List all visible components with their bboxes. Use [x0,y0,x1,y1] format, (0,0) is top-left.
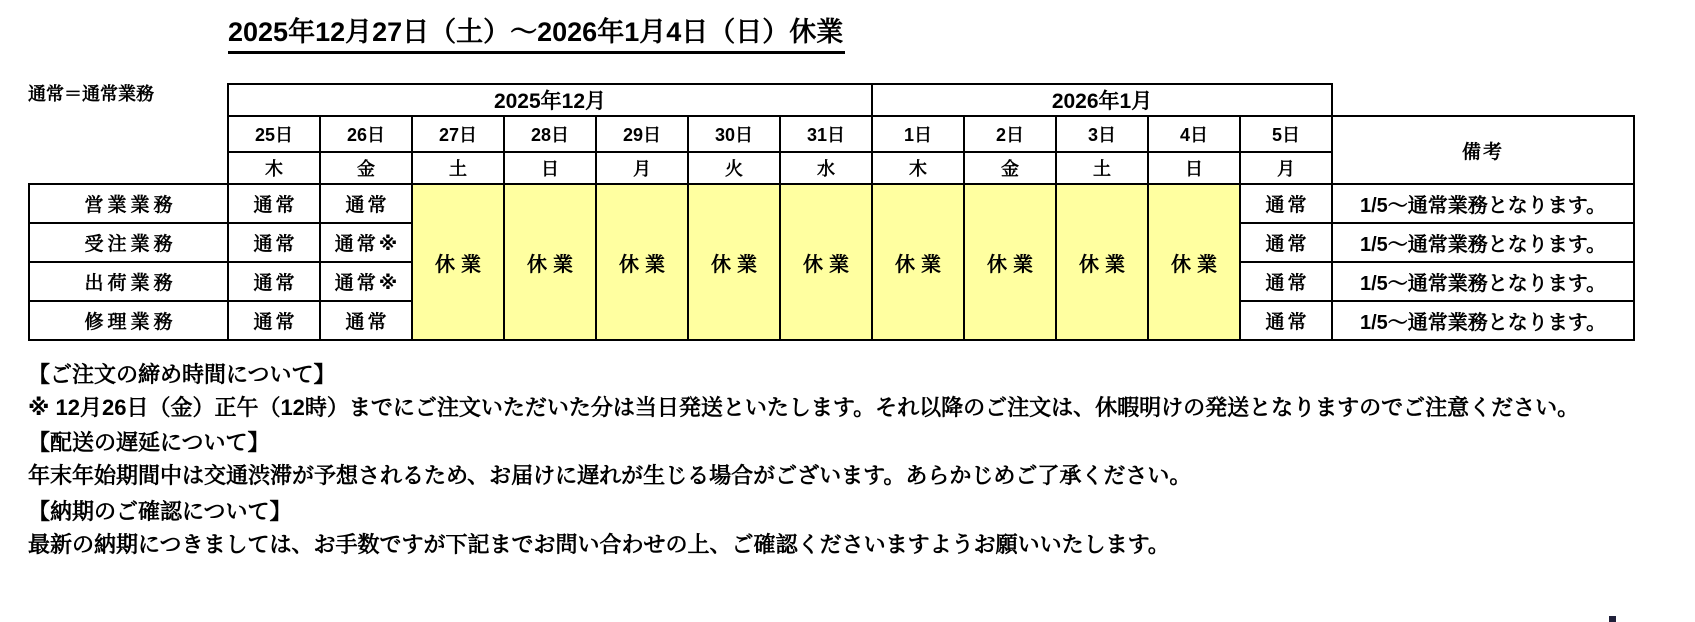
weekday-header: 日 [1148,152,1240,184]
weekday-header: 木 [228,152,320,184]
status-cell: 通常 [320,184,412,223]
note-delivery-date-confirmation [28,497,1678,559]
status-cell: 通常 [228,301,320,340]
weekday-header: 木 [872,152,964,184]
remark-cell: 1/5～通常業務となります。 [1332,301,1634,340]
stray-mark [1609,616,1616,622]
month-header-row [29,84,1634,116]
weekday-header: 金 [320,152,412,184]
note-body: ※ 12月26日（金）正午（12時）までにご注文いただいた分は当日発送といたします。それ以降のご注文は、休暇明けの発送となりますのでご注意ください。 [28,395,1580,420]
remark-cell: 1/5～通常業務となります。 [1332,262,1634,301]
weekday-header: 土 [412,152,504,184]
remark-cell: 1/5～通常業務となります。 [1332,184,1634,223]
closed-cell-27: 休業 [412,184,504,340]
day-header-2: 2日 [964,116,1056,152]
corner-blank [29,116,228,152]
note-body: 年末年始期間中は交通渋滞が予想されるため、お届けに遅れが生じる場合がございます。あらかじめご了承ください。 [28,463,1192,488]
closed-cell-1: 休業 [872,184,964,340]
holiday-schedule-table [28,83,1635,341]
closed-cell-4: 休業 [1148,184,1240,340]
status-cell: 通常 [1240,262,1332,301]
day-header-25: 25日 [228,116,320,152]
day-header-28: 28日 [504,116,596,152]
row-label-orders: 受注業務 [29,223,228,262]
day-header-4: 4日 [1148,116,1240,152]
day-header-30: 30日 [688,116,780,152]
closed-cell-31: 休業 [780,184,872,340]
month-header-january: 2026年1月 [872,84,1332,116]
note-order-deadline [28,360,1678,422]
closed-cell-29: 休業 [596,184,688,340]
status-cell: 通常 [1240,223,1332,262]
remarks-header: 備考 [1332,116,1634,184]
status-cell: 通常 [228,184,320,223]
corner-blank [29,152,228,184]
closed-cell-30: 休業 [688,184,780,340]
weekday-header: 土 [1056,152,1148,184]
weekday-header: 水 [780,152,872,184]
closed-cell-2: 休業 [964,184,1056,340]
legend-normal-operations: 通常＝通常業務 [28,84,154,104]
status-cell: 通常 [228,262,320,301]
weekday-header: 火 [688,152,780,184]
status-cell: 通常 [1240,184,1332,223]
day-header-row [29,116,1634,152]
day-header-31: 31日 [780,116,872,152]
weekday-header: 月 [1240,152,1332,184]
note-delivery-delay [28,428,1678,490]
row-label-shipping: 出荷業務 [29,262,228,301]
status-cell: 通常※ [320,262,412,301]
row-label-repair: 修理業務 [29,301,228,340]
status-cell: 通常※ [320,223,412,262]
day-header-1: 1日 [872,116,964,152]
note-heading: 【ご注文の締め時間について】 [28,362,336,387]
status-cell: 通常 [228,223,320,262]
closed-cell-28: 休業 [504,184,596,340]
day-header-26: 26日 [320,116,412,152]
note-body: 最新の納期につきましては、お手数ですが下記までお問い合わせの上、ご確認くださいますようお願いいたします。 [28,532,1170,557]
corner-blank [29,84,228,116]
status-cell: 通常 [1240,301,1332,340]
corner-blank [1332,84,1634,116]
day-header-27: 27日 [412,116,504,152]
weekday-header: 月 [596,152,688,184]
table-row-sales [29,184,1634,223]
note-heading: 【配送の遅延について】 [28,430,270,455]
remark-cell: 1/5～通常業務となります。 [1332,223,1634,262]
day-header-29: 29日 [596,116,688,152]
status-cell: 通常 [320,301,412,340]
closed-cell-3: 休業 [1056,184,1148,340]
row-label-sales: 営業業務 [29,184,228,223]
note-heading: 【納期のご確認について】 [28,499,292,524]
page-title: 2025年12月27日（土）～2026年1月4日（日）休業 [228,16,845,54]
weekday-header: 日 [504,152,596,184]
weekday-header: 金 [964,152,1056,184]
day-header-5: 5日 [1240,116,1332,152]
day-header-3: 3日 [1056,116,1148,152]
month-header-december: 2025年12月 [228,84,872,116]
